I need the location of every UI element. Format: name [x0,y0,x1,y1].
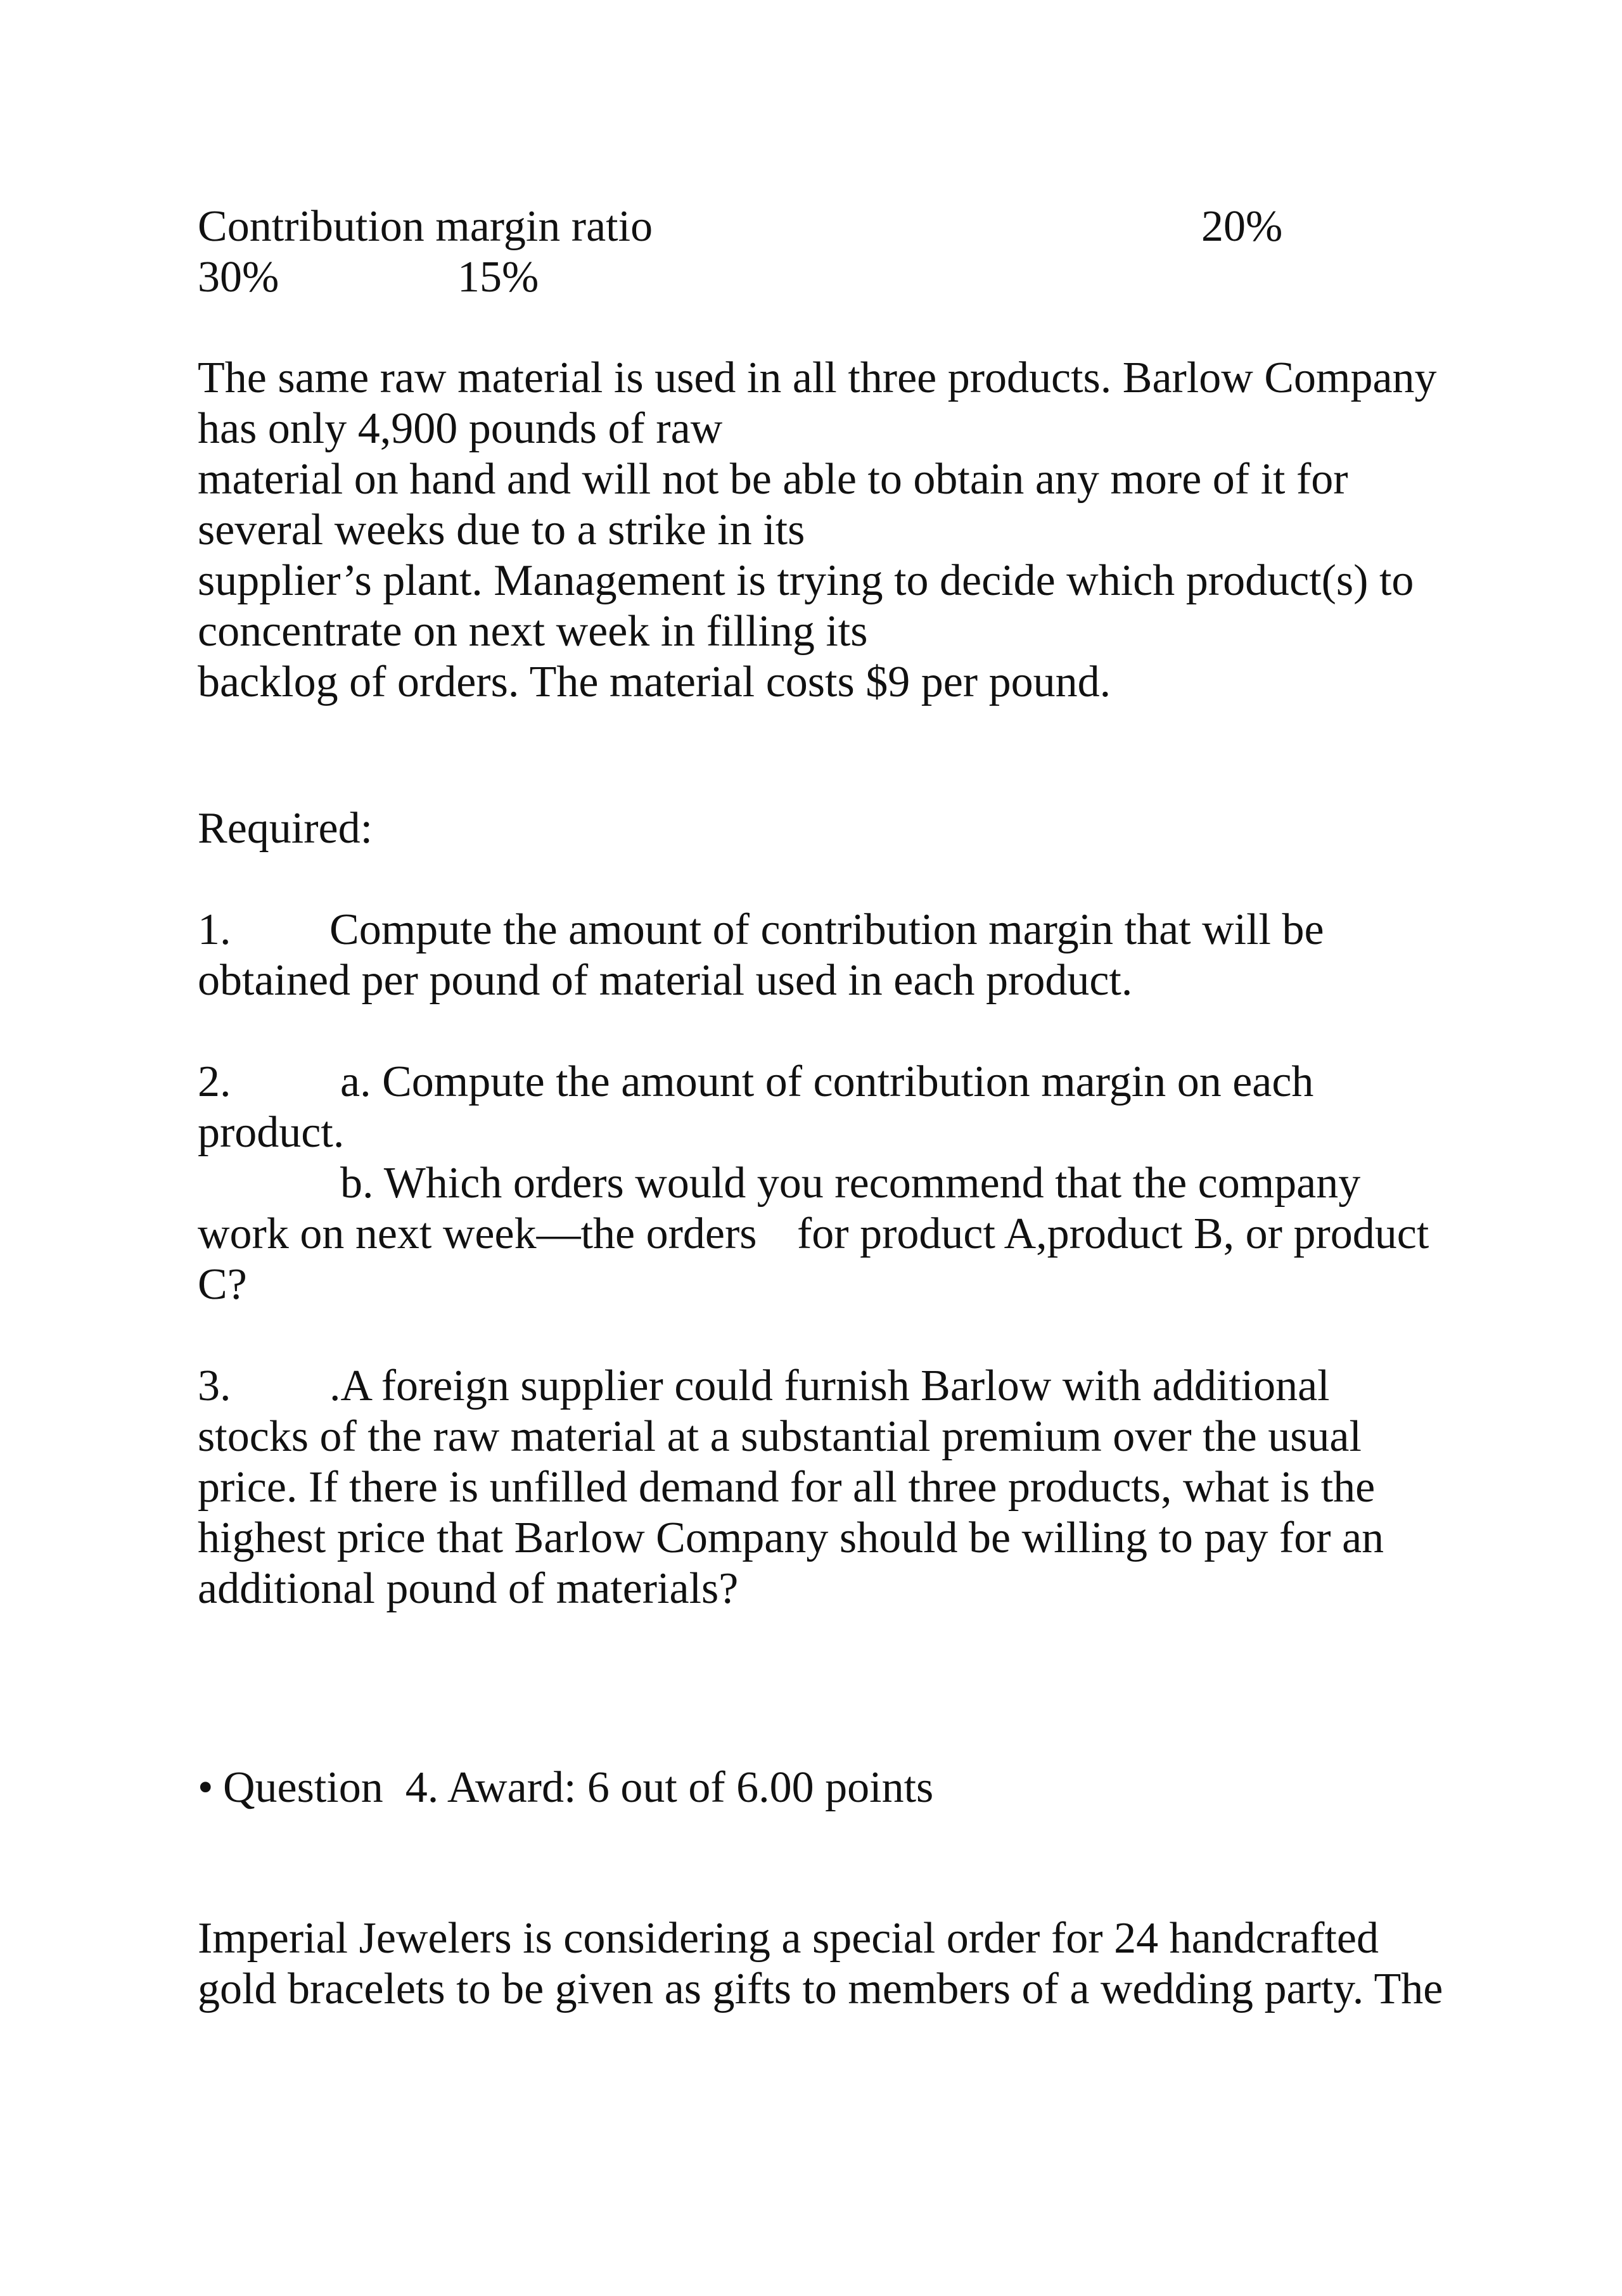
req1-line: Compute the amount of contribution margin that will be [329,905,1324,954]
req3-line: additional pound of materials? [198,1564,739,1613]
req2-b-line: work on next week—the orders [198,1209,757,1258]
question4-bullet: • [198,1763,214,1812]
paragraph2-line: Imperial Jewelers is considering a special order for 24 handcrafted [198,1914,1379,1963]
req3-line: .A foreign supplier could furnish Barlow with additional [329,1362,1330,1410]
paragraph1-line: supplier’s plant. Management is trying to decide which product(s) to [198,556,1414,605]
req3-line: highest price that Barlow Company should be willing to pay for an [198,1514,1384,1562]
required-heading: Required: [198,804,373,853]
req2-b-line: b. Which orders would you recommend that the company [340,1159,1361,1208]
req2-b-line: for product A,product B, or product [797,1209,1429,1258]
question4-heading: Question 4. Award: 6 out of 6.00 points [223,1763,934,1812]
req2-number: 2. [198,1057,231,1106]
cm-ratio-product-a: 20% [1201,202,1283,251]
paragraph1-line: material on hand and will not be able to obtain any more of it for [198,455,1348,504]
paragraph2-line: gold bracelets to be given as gifts to members of a wedding party. The [198,1965,1443,2013]
req1-line: obtained per pound of material used in each product. [198,956,1133,1005]
req2-b-line: C? [198,1260,247,1309]
req3-line: price. If there is unfilled demand for all three products, what is the [198,1463,1376,1512]
paragraph1-line: has only 4,900 pounds of raw [198,404,723,453]
req1-number: 1. [198,905,231,954]
req3-number: 3. [198,1362,231,1410]
cm-ratio-label: Contribution margin ratio [198,202,653,251]
req2-a-line: product. [198,1108,345,1157]
req2-a-line: a. Compute the amount of contribution margin on each [340,1057,1314,1106]
cm-ratio-product-c: 15% [457,253,539,302]
req3-line: stocks of the raw material at a substantial premium over the usual [198,1412,1362,1461]
paragraph1-line: concentrate on next week in filling its [198,607,868,656]
paragraph1-line: The same raw material is used in all three products. Barlow Company [198,354,1437,402]
cm-ratio-product-b: 30% [198,253,279,302]
paragraph1-line: several weeks due to a strike in its [198,506,805,554]
paragraph1-line: backlog of orders. The material costs $9 per pound. [198,658,1111,706]
